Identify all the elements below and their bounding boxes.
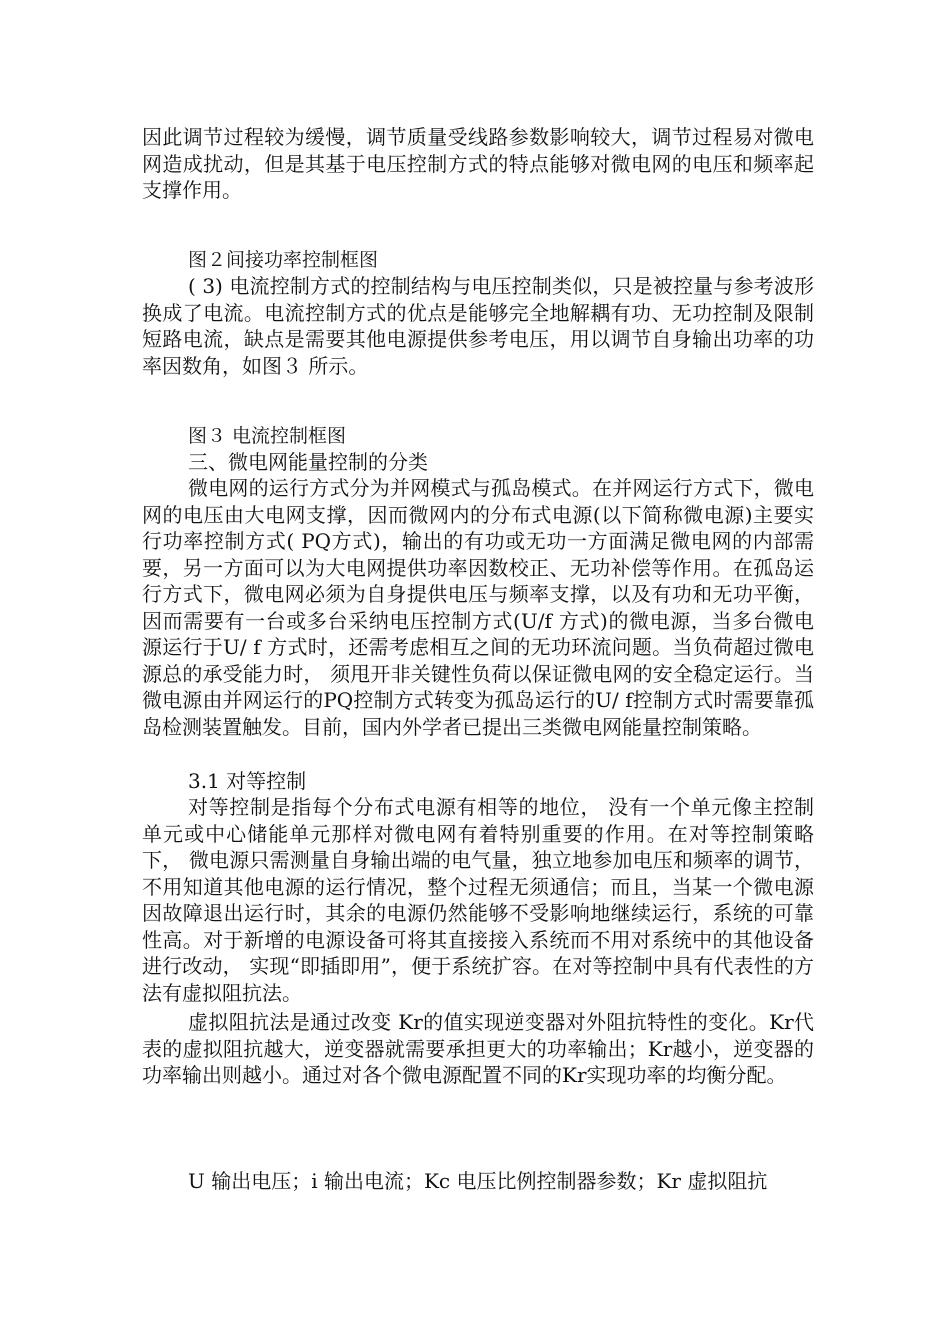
subsection-3-1-heading: 3.1 对等控制 — [188, 769, 307, 793]
symbol-legend-paragraph: U 输出电压；i 输出电流；Kc 电压比例控制器参数；Kr 虚拟阻抗 — [188, 1169, 768, 1193]
current-control-paragraph: ( 3) 电流控制方式的控制结构与电压控制类似，只是被控量与参考波形换成了电流。电流控制方式的优点是能够完全地解耦有功、无功控制及限制短路电流，缺点是需要其他电源提供参考电压，用以调节自身输出功率的功率因数角，如图３ 所示。 — [142, 274, 814, 378]
section-3-heading: 三、微电网能量控制的分类 — [188, 450, 428, 474]
operation-modes-paragraph: 微电网的运行方式分为并网模式与孤岛模式。在并网运行方式下，微电网的电压由大电网支撑，因而微网内的分布式电源(以下简称微电源)主要实行功率控制方式( PQ方式)，输出的有功或无功一方面满足微电网的内部需要，另一方面可以为大电网提供功率因数校正、无功补偿等作用。在孤岛运行方式下，微电网必须为自身提供电压与频率支撑，以及有功和无功平衡，因而需要有一台或多台采纳电压控制方式(U/f 方式)的微电源，当多台微电源运行于U/ f 方式时，还需考虑相互之间的无功环流问题。当负荷超过微电源总的承受能力时， 须甩开非关键性负荷以保证微电网的安全稳定运行。当微电源由并网运行的PQ控制方式转变为孤岛运行的U/ f控制方式时需要靠孤岛检测装置触发。目前，国内外学者已提出三类微电网能量控制策略。 — [142, 476, 814, 739]
virtual-impedance-paragraph: 虚拟阻抗法是通过改变 Kr的值实现逆变器对外阻抗特性的变化。Kr代表的虚拟阻抗越大，逆变器就需要承担更大的功率输出；Kr越小，逆变器的功率输出则越小。通过对各个微电源配置不同的Kr实现功率的均衡分配。 — [142, 1010, 814, 1087]
peer-control-paragraph: 对等控制是指每个分布式电源有相等的地位， 没有一个单元像主控制单元或中心储能单元那样对微电网有着特别重要的作用。在对等控制策略下， 微电源只需测量自身输出端的电气量，独立地参加电压和频率的调节，不用知道其他电源的运行情况，整个过程无须通信；而且，当某一个微电源因故障退出运行时，其余的电源仍然能够不受影响地继续运行，系统的可靠性高。对于新增的电源设备可将其直接接入系统而不用对系统中的其他设备进行改动， 实现“即插即用”，便于系统扩容。在对等控制中具有代表性的方法有虚拟阻抗法。 — [142, 795, 814, 1005]
figure-3-caption: 图３ 电流控制框图 — [188, 425, 347, 447]
intro-paragraph: 因此调节过程较为缓慢，调节质量受线路参数影响较大，调节过程易对微电网造成扰动，但是其基于电压控制方式的特点能够对微电网的电压和频率起支撑作用。 — [142, 125, 814, 202]
figure-2-caption: 图２间接功率控制框图 — [188, 249, 379, 271]
